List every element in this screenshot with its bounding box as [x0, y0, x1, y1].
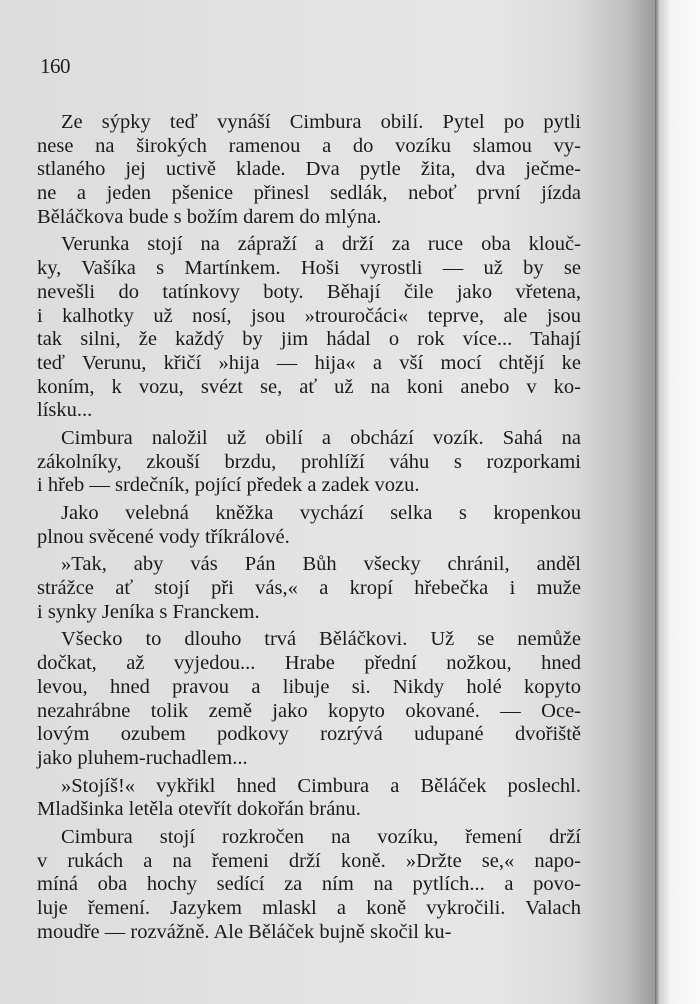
- page-text: [37, 111, 581, 948]
- paragraph: [37, 502, 581, 549]
- text-line: i kalhotky už nosí, jsou »trouročáci« teprve, ale jsou: [37, 304, 581, 327]
- page-number: 160: [40, 54, 70, 78]
- paragraph: [37, 233, 581, 423]
- text-line: Cimbura naložil už obilí a obchází vozík. Sahá na: [61, 426, 581, 449]
- text-line: koním, k vozu, svézt se, ať už na koni anebo v ko-: [37, 375, 581, 398]
- text-line: plnou svěcené vody tříkrálové.: [37, 525, 290, 548]
- text-line: i synky Jeníka s Franckem.: [37, 600, 260, 623]
- text-line: teď Verunu, křičí »hija — hija« a vší mocí chtějí ke: [37, 351, 581, 374]
- text-line: stlaného jej uctivě klade. Dva pytle žita, dva ječme-: [37, 158, 581, 181]
- text-line: v rukách a na řemeni drží koně. »Držte se,« napo-: [37, 849, 581, 872]
- paragraph: [37, 628, 581, 770]
- text-line: Ze sýpky teď vynáší Cimbura obilí. Pytel po pytli: [61, 111, 581, 133]
- paragraph: [37, 427, 581, 498]
- text-line: dočkat, až vyjedou... Hrabe přední nožkou, hned: [37, 652, 581, 675]
- text-line: Verunka stojí na zápraží a drží za ruce oba klouč-: [61, 233, 581, 256]
- text-line: míná oba hochy sedící za ním na pytlích... a povo-: [37, 873, 581, 896]
- text-line: strážce ať stojí při vás,« a kropí hřebečka i muže: [37, 577, 581, 600]
- text-line: tak silni, že každý by jim hádal o rok více... Tahají: [37, 328, 581, 351]
- text-line: »Stojíš!« vykřikl hned Cimbura a Běláček poslechl.: [61, 774, 581, 797]
- text-line: jako pluhem-ruchadlem...: [37, 746, 248, 769]
- text-line: nezahrábne tolik země jako kopyto okované. — Oce-: [37, 699, 581, 722]
- text-line: Jako velebná kněžka vychází selka s kropenkou: [61, 502, 581, 524]
- text-line: lovým ozubem podkovy rozrývá udupané dvořiště: [37, 723, 581, 746]
- paragraph: [37, 111, 581, 229]
- page-edge-shadow: [655, 0, 700, 1004]
- text-line: Mladšinka letěla otevřít dokořán bránu.: [37, 798, 361, 821]
- text-line: ne a jeden pšenice přinesl sedlák, neboť první jízda: [37, 182, 581, 205]
- text-line: moudře — rozvážně. Ale Běláček bujně skočil ku-: [37, 920, 452, 943]
- text-line: levou, hned pravou a libuje si. Nikdy holé kopyto: [37, 675, 581, 698]
- paragraph: [37, 775, 581, 822]
- text-line: Běláčkova bude s božím darem do mlýna.: [37, 205, 382, 228]
- text-line: »Tak, aby vás Pán Bůh všecky chránil, anděl: [61, 553, 581, 576]
- text-line: ky, Vašíka s Martínkem. Hoši vyrostli — už by se: [37, 257, 581, 280]
- text-line: nese na širokých ramenou a do vozíku slamou vy-: [37, 134, 581, 157]
- text-line: Všecko to dlouho trvá Běláčkovi. Už se nemůže: [61, 628, 581, 651]
- text-line: lísku...: [37, 399, 93, 422]
- text-line: i hřeb — srdečník, pojící předek a zadek vozu.: [37, 474, 420, 497]
- text-line: luje řemení. Jazykem mlaskl a koně vykročili. Valach: [37, 897, 581, 919]
- paragraph: [37, 826, 581, 944]
- text-line: Cimbura stojí rozkročen na vozíku, řemení drží: [61, 825, 581, 848]
- paragraph: [37, 553, 581, 624]
- text-line: zákolníky, zkouší brzdu, prohlíží váhu s rozporkami: [37, 450, 581, 473]
- text-line: nevešli do tatínkovy boty. Běhají čile jako vřetena,: [37, 280, 581, 303]
